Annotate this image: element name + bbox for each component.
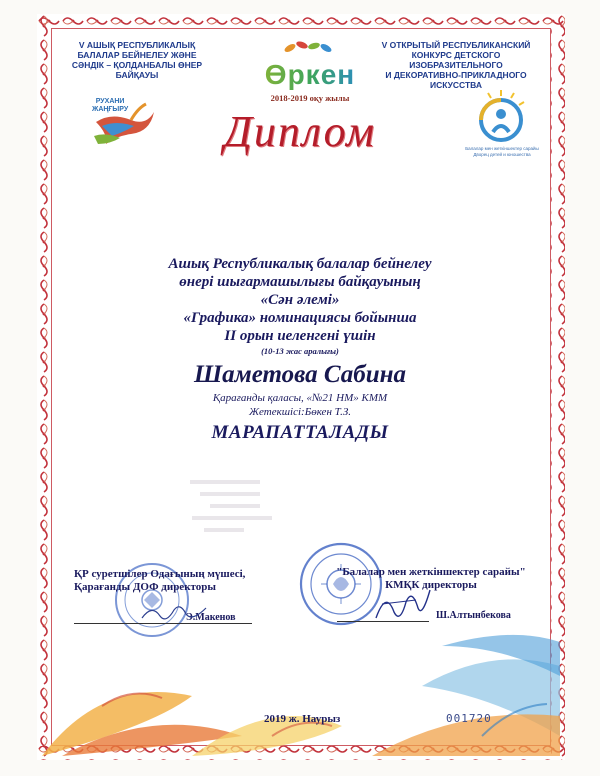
academic-year: 2018-2019 оқу жылы [270, 93, 350, 103]
contest-title-russian [376, 40, 536, 90]
header-right-line: И ДЕКОРАТИВНО-ПРИКЛАДНОГО [385, 70, 527, 80]
certificate-body [120, 255, 480, 445]
orken-word [250, 59, 370, 91]
right-handwritten-signature [372, 584, 434, 624]
issue-date: 2019 ж. Наурыз [264, 713, 341, 725]
palace-line: Балалар мен жеткіншектер сарайы [465, 146, 539, 151]
palace-line: Дворец детей и юношества [473, 151, 531, 157]
body-line: өнері шығармашылығы байқауының [179, 274, 421, 290]
contest-title-kazakh [62, 40, 212, 80]
left-signatory-title [74, 568, 274, 594]
header-right-line: КОНКУРС ДЕТСКОГО [411, 50, 501, 60]
nomination: «Графика» номинациясы бойынша [183, 310, 417, 326]
orken-leaves-icon [250, 40, 370, 54]
body-line: Ашық Республикалық балалар бейнелеу [168, 256, 432, 272]
teacher: Жетекшісі:Бөкен Т.З. [248, 406, 352, 418]
header-right-line: ИСКУССТВА [429, 80, 483, 90]
age-group: (10-13 жас аралығы) [261, 346, 339, 356]
right-signatory-name: Ш.Алтынбекова [436, 610, 511, 621]
header-left-line: V АШЫҚ РЕСПУБЛИКАЛЫҚ [78, 40, 196, 50]
palace-of-youth-logo-icon [466, 88, 536, 148]
contest-name: «Сән әлемі» [260, 292, 340, 308]
orken-word-text: Өркен [264, 59, 356, 90]
diploma-title: Диплом [223, 107, 377, 156]
place: II орын иеленгені үшін [224, 328, 376, 344]
rukhani-line: ЖАҢҒЫРУ [92, 106, 129, 113]
left-handwritten-signature [140, 600, 210, 624]
header-left-line: СӘНДІК – ҚОЛДАНБАЛЫ ӨНЕР [71, 60, 203, 70]
serial-number: 001720 [446, 712, 492, 725]
left-title-line: ҚР суретшілер Одағының мүшесі, [74, 568, 246, 580]
award-word: МАРАПАТТАЛАДЫ [211, 422, 389, 443]
recipient-name: Шаметова Сабина [193, 361, 406, 388]
header-left-line: БАЛАЛАР БЕЙНЕЛЕУ ЖӘНЕ [77, 50, 197, 60]
left-signatory-name: Э.Макенов [186, 612, 236, 623]
school: Қарағанды қаласы, «№21 НМ» КММ [212, 392, 388, 404]
rukhani-zhangyru-text [92, 98, 128, 114]
rukhani-line: РУХАНИ [95, 98, 125, 105]
header-left-line: БАЙҚАУЫ [115, 70, 159, 80]
header-right-line: ИЗОБРАЗИТЕЛЬНОГО [409, 60, 503, 70]
right-title-line: КМҚК директоры [385, 579, 477, 591]
orken-logo [250, 40, 370, 103]
palace-of-youth-text [444, 146, 560, 157]
header-right-line: V ОТКРЫТЫЙ РЕСПУБЛИКАНСКИЙ [381, 40, 531, 50]
left-title-line: Қарағанды ДОФ директоры [74, 581, 216, 593]
right-title-line: "Балалар мен жеткіншектер сарайы" [336, 566, 526, 578]
